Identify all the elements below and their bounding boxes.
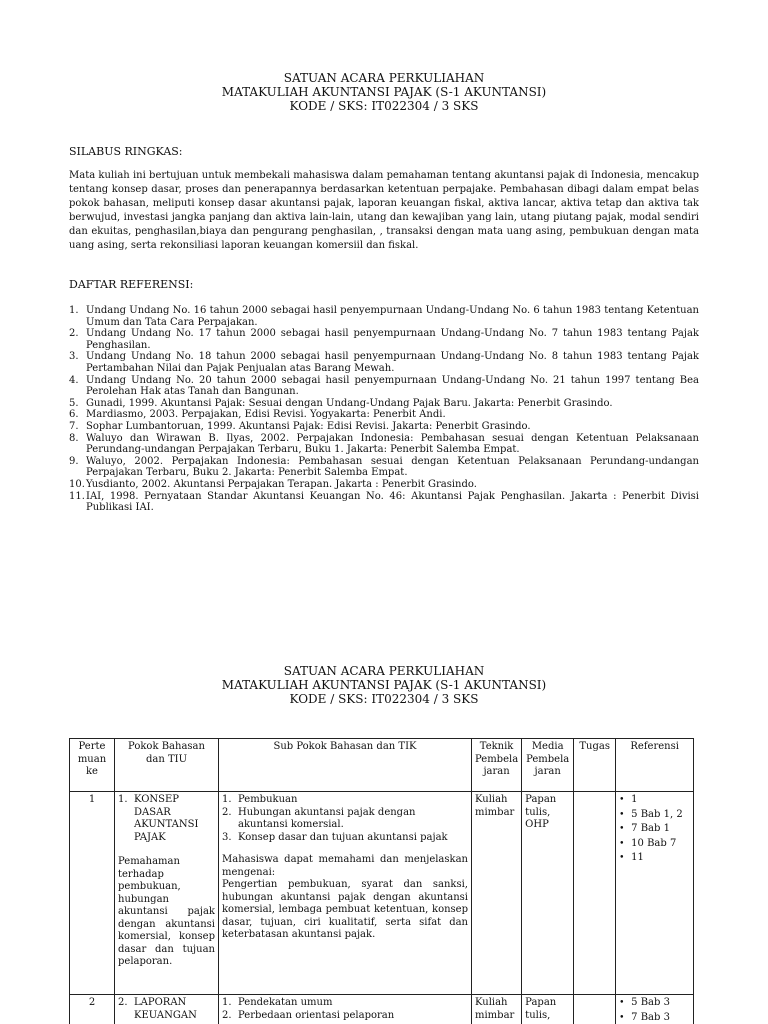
col-pertemuan: Perte muan ke xyxy=(70,739,115,792)
cell-pertemuan: 2 xyxy=(70,995,115,1024)
silabus-text: Mata kuliah ini bertujuan untuk membekali mahasiswa dalam pemahaman tentang akuntansi pajak di Indonesia, mencakup tentang konsep dasar, proses dan penerapannya berdasarkan ketentuan perpajake. Pembahasan dibagi dalam empat belas pokok bahasan, meliputi konsep dasar akuntansi pajak, laporan keuangan fiskal, aktiva lancar, aktiva tetap dan aktiva tak berwujud, investasi jangka panjang dan aktiva lain-lain, utang dan kewajiban yang lain, utang piutang pajak, modal sendiri dan ekuitas, penghasilan,biaya dan pengurang penghasilan, , transaksi dengan mata uang asing, pembukuan dengan mata uang asing, serta rekonsiliasi laporan keuangan komersiil dan fiskal. xyxy=(69,170,699,251)
table-header-row xyxy=(70,739,694,792)
col-teknik: Teknik Pembela jaran xyxy=(472,739,522,792)
header-title: SATUAN ACARA PERKULIAHAN xyxy=(283,664,485,678)
cell-sub-pokok-bahasan: 1. Pembukuan 2. Hubungan akuntansi pajak dengan akuntansi komersial. 3. Konsep dasar dan tujuan akuntansi pajak Mahasiswa dapat memahami dan menjelaskan mengenai: Pengertian pembukuan, syarat dan sanksi, hubungan akuntansi pajak dengan akuntansi komersial, lembaga pembuat ketentuan, konsep dasar, tujuan, ciri kualitatif, serta sifat dan keterbatasan akuntansi pajak. xyxy=(219,792,472,995)
cell-teknik: Kuliah mimbar xyxy=(472,792,522,995)
cell-media: Papan tulis, xyxy=(522,995,574,1024)
cell-pokok-bahasan: 1. KONSEP DASAR AKUNTANSI PAJAK Pemahaman terhadap pembukuan, hubungan akuntansi pajak dengan akuntansi komersial, konsep dasar dan tujuan pelaporan. xyxy=(115,792,219,995)
cell-pokok-bahasan: 2. LAPORAN KEUANGAN xyxy=(115,995,219,1024)
col-tugas: Tugas xyxy=(574,739,616,792)
reference-item: 8. Waluyo dan Wirawan B. Ilyas, 2002. Perpajakan Indonesia: Pembahasan sesuai dengan Ketentuan Pelaksanaan Perundang-undangan Perpajakan Terbaru, Buku 1. Jakarta: Penerbit Salemba Empat. xyxy=(69,432,699,456)
header-course: MATAKULIAH AKUNTANSI PAJAK (S-1 AKUNTANSI) xyxy=(221,678,547,692)
reference-item: 3. Undang Undang No. 18 tahun 2000 sebagai hasil penyempurnaan Undang-Undang No. 8 tahun 1983 tentang Pajak Pertambahan Nilai dan Pajak Penjualan atas Barang Mewah. xyxy=(69,351,699,374)
second-header xyxy=(0,664,768,706)
reference-item: 2. Undang Undang No. 17 tahun 2000 sebagai hasil penyempurnaan Undang-Undang No. 7 tahun 1983 tentang Pajak Penghasilan. xyxy=(69,328,699,351)
reference-item: 1. Undang Undang No. 16 tahun 2000 sebagai hasil penyempurnaan Undang-Undang No. 6 tahun 1983 tentang Ketentuan Umum dan Tata Cara Perpajakan. xyxy=(69,305,699,328)
reference-item: 4. Undang Undang No. 20 tahun 2000 sebagai hasil penyempurnaan Undang-Undang No. 21 tahun 1997 tentang Bea Perolehan Hak atas Tanah dan Bangunan. xyxy=(69,374,699,398)
cell-tugas xyxy=(574,995,616,1024)
header-code: KODE / SKS: IT022304 / 3 SKS xyxy=(289,99,479,113)
reference-item: 10. Yusdianto, 2002. Akuntansi Perpajakan Terapan. Jakarta : Penerbit Grasindo. xyxy=(69,478,477,490)
cell-media: Papan tulis, OHP xyxy=(522,792,574,995)
reference-list xyxy=(69,305,699,514)
pokok-title: LAPORAN KEUANGAN xyxy=(134,997,197,1021)
table-row xyxy=(70,995,694,1024)
header-title: SATUAN ACARA PERKULIAHAN xyxy=(283,71,485,85)
header-code: KODE / SKS: IT022304 / 3 SKS xyxy=(289,692,479,706)
cell-pertemuan: 1 xyxy=(70,792,115,995)
references-label: DAFTAR REFERENSI: xyxy=(69,278,194,291)
sap-table xyxy=(69,738,694,1024)
cell-referensi: • 5 Bab 3 • 7 Bab 3 xyxy=(616,995,694,1024)
reference-item: 5. Gunadi, 1999. Akuntansi Pajak: Sesuai dengan Undang-Undang Pajak Baru. Jakarta: Penerbit Grasindo. xyxy=(69,397,613,409)
top-header xyxy=(0,71,768,113)
pokok-title: KONSEP DASAR AKUNTANSI PAJAK xyxy=(134,794,199,843)
col-pokok-bahasan: Pokok Bahasan dan TIU xyxy=(115,739,219,792)
tik-text: Pengertian pembukuan, syarat dan sanksi, hubungan akuntansi pajak dengan akuntansi komersial, lembaga pembuat ketentuan, konsep dasar, tujuan, ciri kualitatif, serta sifat dan keterbatasan akuntansi pajak. xyxy=(222,879,468,940)
reference-item: 9. Waluyo, 2002. Perpajakan Indonesia: Pembahasan sesuai dengan Ketentuan Pelaksanaan Perundang-undangan Perpajakan Terbaru, Buku 2. Jakarta: Penerbit Salemba Empat. xyxy=(69,455,699,479)
silabus-label: SILABUS RINGKAS: xyxy=(69,145,183,158)
cell-referensi: • 1 • 5 Bab 1, 2 • 7 Bab 1 • 10 Bab 7 • 11 xyxy=(616,792,694,995)
header-course: MATAKULIAH AKUNTANSI PAJAK (S-1 AKUNTANSI) xyxy=(221,85,547,99)
cell-teknik: Kuliah mimbar xyxy=(472,995,522,1024)
col-media: Media Pembela jaran xyxy=(522,739,574,792)
tik-intro: Mahasiswa dapat memahami dan menjelaskan mengenai: xyxy=(222,854,468,878)
table-row xyxy=(70,792,694,995)
reference-item: 7. Sophar Lumbantoruan, 1999. Akuntansi Pajak: Edisi Revisi. Jakarta: Penerbit Grasindo. xyxy=(69,420,531,432)
reference-item: 6. Mardiasmo, 2003. Perpajakan, Edisi Revisi. Yogyakarta: Penerbit Andi. xyxy=(69,409,446,421)
col-sub-pokok-bahasan: Sub Pokok Bahasan dan TIK xyxy=(219,739,472,792)
cell-tugas xyxy=(574,792,616,995)
reference-item: 11. IAI, 1998. Pernyataan Standar Akuntansi Keuangan No. 46: Akuntansi Pajak Penghasilan. Jakarta : Penerbit Divisi Publikasi IAI. xyxy=(69,490,699,514)
tiu-text: Pemahaman terhadap pembukuan, hubungan akuntansi pajak dengan akuntansi komersial, konsep dasar dan tujuan pelaporan. xyxy=(118,856,215,967)
col-referensi: Referensi xyxy=(616,739,694,792)
cell-sub-pokok-bahasan: 1. Pendekatan umum 2. Perbedaan orientasi pelaporan xyxy=(219,995,472,1024)
